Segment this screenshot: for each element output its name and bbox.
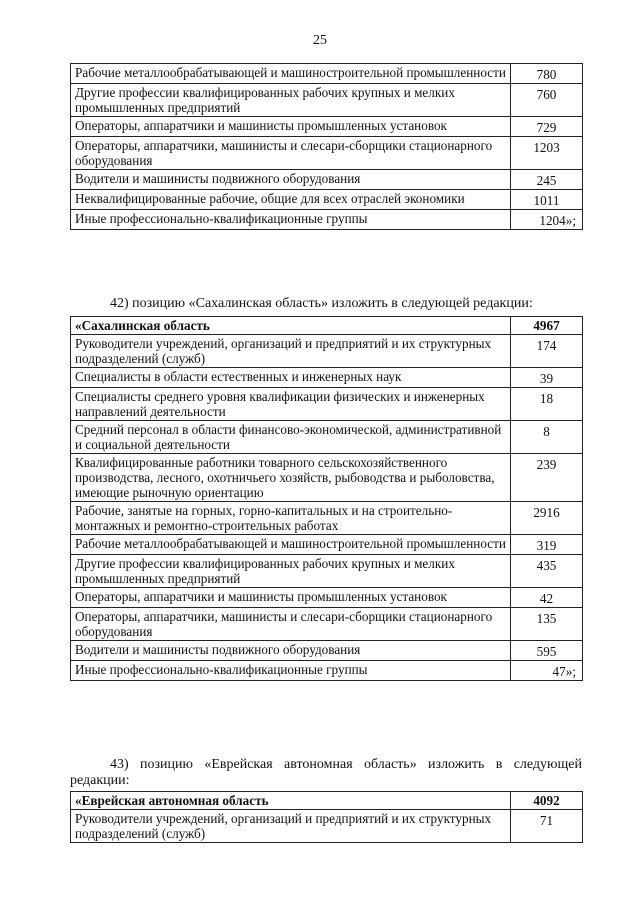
row-value: 435 bbox=[511, 555, 583, 588]
row-label: Квалифицированные работники товарного сельскохозяйственного производства, лесного, охотничьего хозяйств, рыбоводства и рыболовства, имеющие рыночную ориентацию bbox=[71, 454, 511, 502]
row-value: 71 bbox=[511, 810, 583, 843]
row-value: 39 bbox=[511, 368, 583, 388]
table-row bbox=[71, 661, 583, 681]
page-number: 25 bbox=[313, 33, 327, 48]
table-row bbox=[71, 588, 583, 608]
row-label: Средний персонал в области финансово-экономической, административной и социальной деятельности bbox=[71, 421, 511, 454]
table-row bbox=[71, 368, 583, 388]
row-label: Руководители учреждений, организаций и предприятий и их структурных подразделений (служб) bbox=[71, 335, 511, 368]
row-value: 42 bbox=[511, 588, 583, 608]
table-row bbox=[71, 137, 583, 170]
row-label: Операторы, аппаратчики, машинисты и слесари-сборщики стационарного оборудования bbox=[71, 137, 511, 170]
table-row bbox=[71, 535, 583, 555]
table-row bbox=[71, 421, 583, 454]
table-jewish-autonomous bbox=[70, 791, 583, 843]
row-value: 595 bbox=[511, 641, 583, 661]
row-value: 1203 bbox=[511, 137, 583, 170]
row-value: 1011 bbox=[511, 190, 583, 210]
row-label: Специалисты в области естественных и инженерных наук bbox=[71, 368, 511, 388]
table-continuation bbox=[70, 63, 583, 230]
table-sakhalin bbox=[70, 316, 583, 681]
row-value: 760 bbox=[511, 84, 583, 117]
table-row bbox=[71, 210, 583, 230]
row-label: Неквалифицированные рабочие, общие для всех отраслей экономики bbox=[71, 190, 511, 210]
row-value: 8 bbox=[511, 421, 583, 454]
row-label: Операторы, аппаратчики, машинисты и слесари-сборщики стационарного оборудования bbox=[71, 608, 511, 641]
table-header-row bbox=[71, 792, 583, 810]
table-row bbox=[71, 388, 583, 421]
row-label: Операторы, аппаратчики и машинисты промышленных установок bbox=[71, 117, 511, 137]
table-row bbox=[71, 810, 583, 843]
table-row bbox=[71, 170, 583, 190]
row-value: 729 bbox=[511, 117, 583, 137]
table-row bbox=[71, 641, 583, 661]
row-value: 319 bbox=[511, 535, 583, 555]
table-row bbox=[71, 454, 583, 502]
row-value: 2916 bbox=[511, 502, 583, 535]
row-label: Рабочие металлообрабатывающей и машиностроительной промышленности bbox=[71, 535, 511, 555]
row-label: Иные профессионально-квалификационные группы bbox=[71, 661, 511, 681]
row-label: Другие профессии квалифицированных рабочих крупных и мелких промышленных предприятий bbox=[71, 555, 511, 588]
table-row bbox=[71, 84, 583, 117]
row-value: 47»; bbox=[511, 661, 583, 681]
region-name: «Сахалинская область bbox=[71, 317, 511, 335]
table-row bbox=[71, 502, 583, 535]
row-value: 18 bbox=[511, 388, 583, 421]
row-label: Специалисты среднего уровня квалификации физических и инженерных направлений деятельности bbox=[71, 388, 511, 421]
table-row bbox=[71, 608, 583, 641]
row-value: 245 bbox=[511, 170, 583, 190]
table-row bbox=[71, 555, 583, 588]
region-total: 4967 bbox=[511, 317, 583, 335]
row-value: 239 bbox=[511, 454, 583, 502]
instruction-43: 43) позицию «Еврейская автономная область» изложить в следующей редакции: bbox=[70, 757, 582, 788]
row-value: 135 bbox=[511, 608, 583, 641]
table-row bbox=[71, 64, 583, 84]
region-name: «Еврейская автономная область bbox=[71, 792, 511, 810]
row-value: 174 bbox=[511, 335, 583, 368]
row-label: Операторы, аппаратчики и машинисты промышленных установок bbox=[71, 588, 511, 608]
row-label: Рабочие металлообрабатывающей и машиностроительной промышленности bbox=[71, 64, 511, 84]
row-label: Иные профессионально-квалификационные группы bbox=[71, 210, 511, 230]
row-label: Руководители учреждений, организаций и предприятий и их структурных подразделений (служб) bbox=[71, 810, 511, 843]
table-row bbox=[71, 190, 583, 210]
row-label: Другие профессии квалифицированных рабочих крупных и мелких промышленных предприятий bbox=[71, 84, 511, 117]
table-row bbox=[71, 335, 583, 368]
region-total: 4092 bbox=[511, 792, 583, 810]
row-value: 780 bbox=[511, 64, 583, 84]
table-row bbox=[71, 117, 583, 137]
row-value: 1204»; bbox=[511, 210, 583, 230]
row-label: Рабочие, занятые на горных, горно-капитальных и на строительно-монтажных и ремонтно-строительных работах bbox=[71, 502, 511, 535]
table-header-row bbox=[71, 317, 583, 335]
row-label: Водители и машинисты подвижного оборудования bbox=[71, 641, 511, 661]
row-label: Водители и машинисты подвижного оборудования bbox=[71, 170, 511, 190]
instruction-42: 42) позицию «Сахалинская область» изложить в следующей редакции: bbox=[110, 296, 533, 311]
